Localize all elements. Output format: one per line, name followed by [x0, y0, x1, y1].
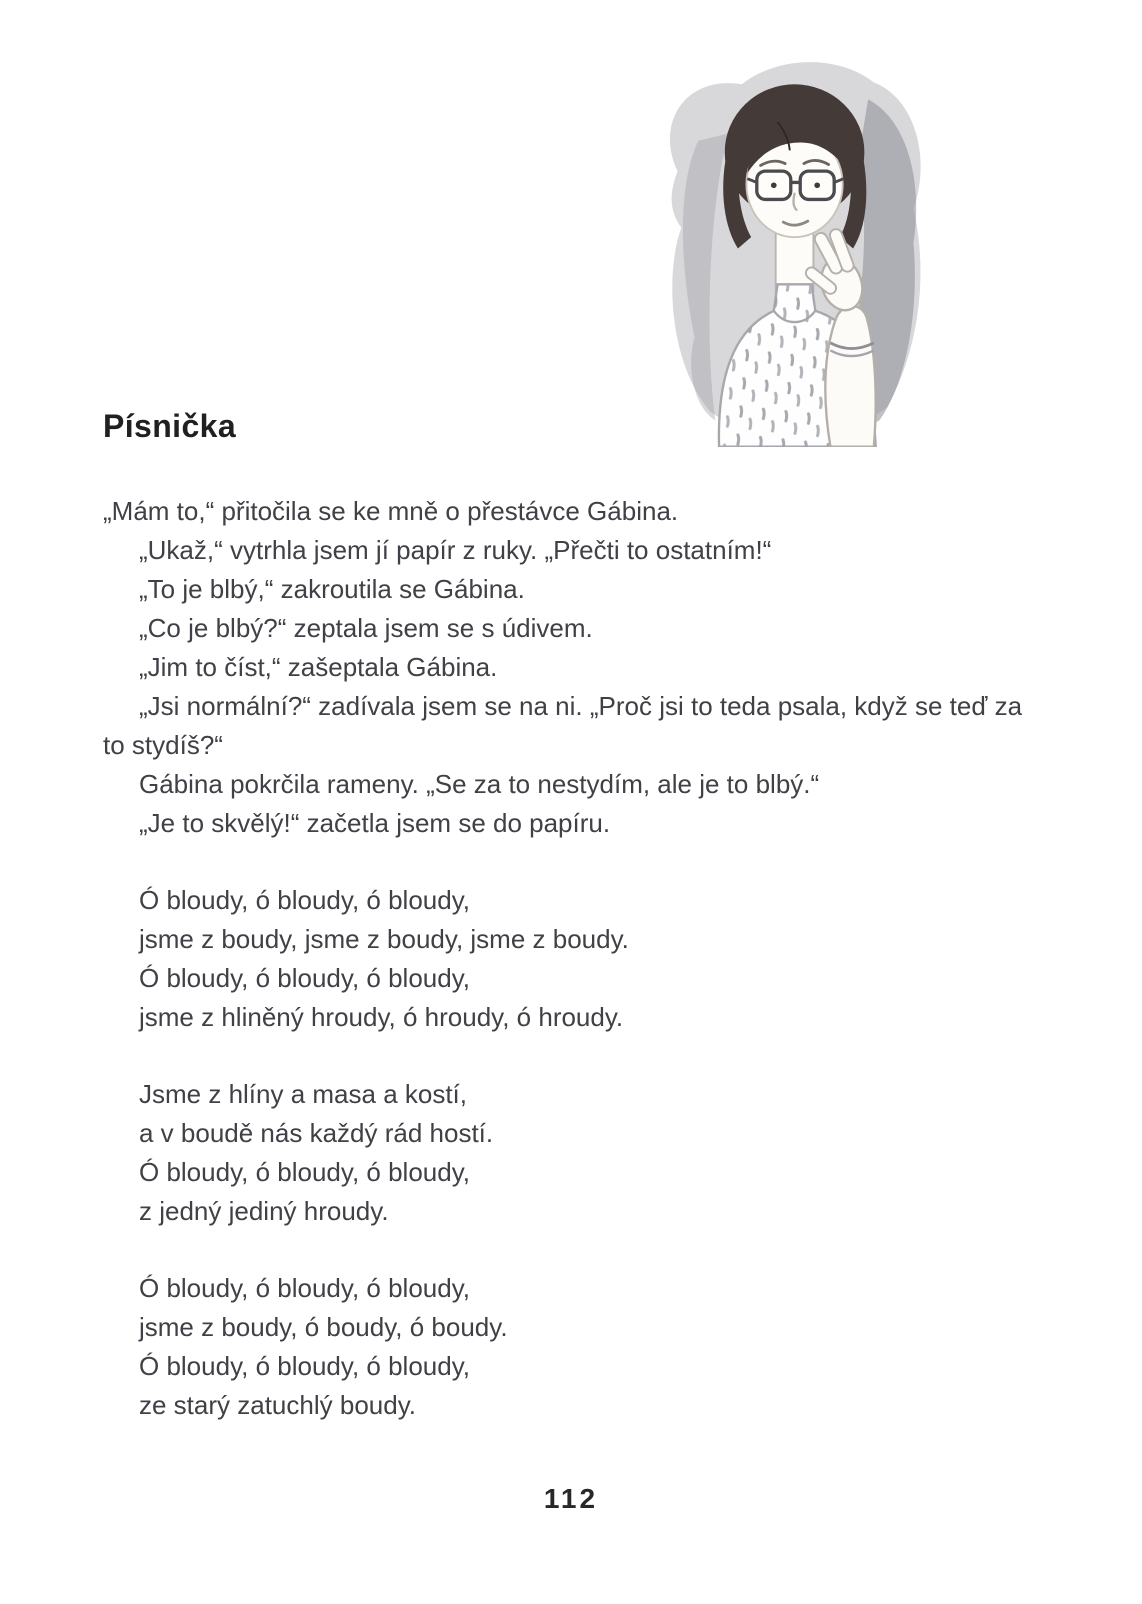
verse-line: Ó bloudy, ó bloudy, ó bloudy, [139, 885, 470, 915]
song-verse-1 [139, 881, 1043, 1037]
verse-line: Ó bloudy, ó bloudy, ó bloudy, [139, 1273, 470, 1303]
verse-line: z jedný jediný hroudy. [139, 1196, 389, 1226]
page-content [103, 408, 1043, 1425]
paragraph: „Jim to číst,“ zašeptala Gábina. [139, 652, 498, 682]
verse-line: jsme z boudy, jsme z boudy, jsme z boudy. [139, 924, 629, 954]
verse-line: jsme z hliněný hroudy, ó hroudy, ó hroudy. [139, 1002, 624, 1032]
paragraph: „Je to skvělý!“ začetla jsem se do papíru. [139, 808, 611, 838]
paragraph: „Mám to,“ přitočila se ke mně o přestávce Gábina. [103, 496, 679, 526]
verse-line: Ó bloudy, ó bloudy, ó bloudy, [139, 1157, 470, 1187]
woman-illustration [636, 50, 938, 447]
song-verse-2 [139, 1075, 1043, 1231]
song-verse-3 [139, 1269, 1043, 1425]
page-number: 112 [543, 1483, 599, 1514]
woman-illustration-svg [636, 50, 938, 447]
verse-line: Ó bloudy, ó bloudy, ó bloudy, [139, 1351, 470, 1381]
paragraph: „Co je blbý?“ zeptala jsem se s údivem. [139, 613, 593, 643]
chapter-title: Písnička [103, 408, 237, 444]
verse-line: ze starý zatuchlý boudy. [139, 1390, 416, 1420]
verse-line: Jsme z hlíny a masa a kostí, [139, 1079, 468, 1109]
paragraph: „Ukaž,“ vytrhla jsem jí papír z ruky. „Přečti to ostatním!“ [139, 535, 772, 565]
paragraph: Gábina pokrčila rameny. „Se za to nestydím, ale je to blbý.“ [139, 769, 820, 799]
verse-line: a v boudě nás každý rád hostí. [139, 1118, 494, 1148]
paragraph: „Jsi normální?“ zadívala jsem se na ni. „Proč jsi to teda psala, když se teď za to stydíš?“ [103, 691, 1023, 760]
verse-line: Ó bloudy, ó bloudy, ó bloudy, [139, 963, 470, 993]
story-prose [103, 492, 1043, 843]
verse-line: jsme z boudy, ó boudy, ó boudy. [139, 1312, 508, 1342]
paragraph: „To je blbý,“ zakroutila se Gábina. [139, 574, 525, 604]
